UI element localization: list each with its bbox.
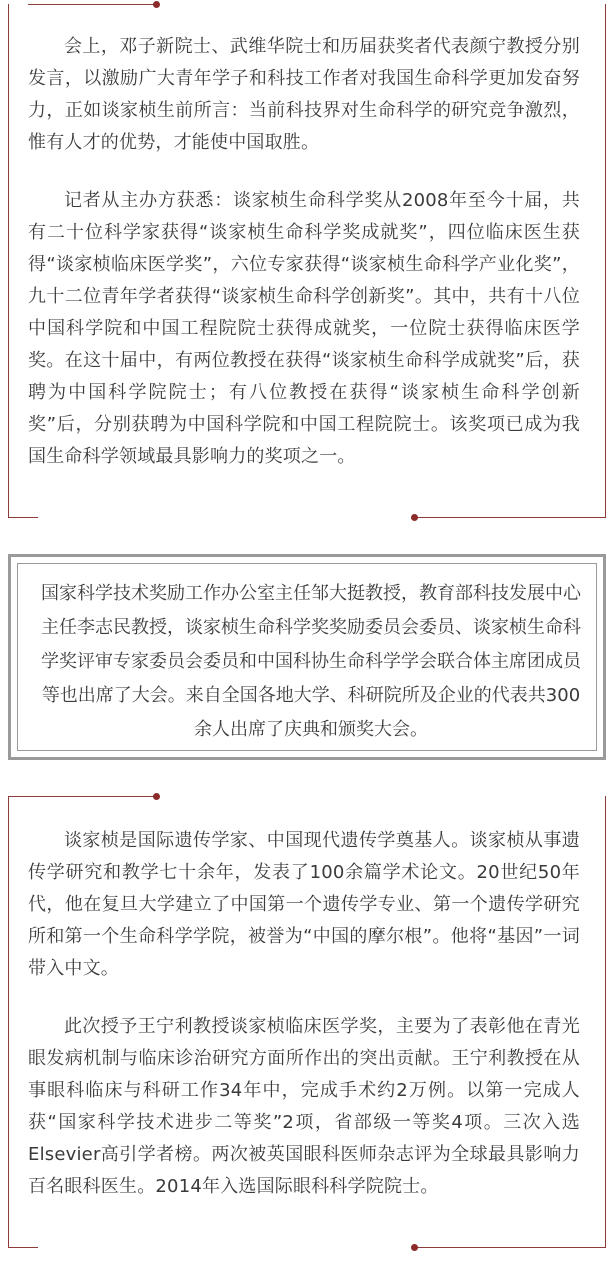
frame-top-line-2 — [8, 796, 158, 797]
frame-right-line-2 — [605, 796, 606, 1248]
frame-bottom-left-line-2 — [8, 1247, 38, 1248]
frame-right-line — [605, 4, 606, 517]
frame-bottom-dot-2 — [411, 1244, 418, 1251]
frame-top-dot-2 — [153, 793, 160, 800]
paragraph-award-history: 记者从主办方获悉：谈家桢生命科学奖从2008年至今十届，共有二十位科学家获得“谈家桢生命科学奖成就奖”，四位临床医生获得“谈家桢临床医学奖”，六位专家获得“谈家桢生命科学产业化奖”，九十二位青年学者获得“谈家桢生命科学创新奖”。其中，共有十八位中国科学院和中国工程院院士获得成就奖，一位院士获得临床医学奖。在这十届中，有两位教授在获得“谈家桢生命科学成就奖”后，获聘为中国科学院院士；有八位教授在获得“谈家桢生命科学创新奖”后，分别获聘为中国科学院和中国工程院院士。该奖项已成为我国生命科学领域最具影响力的奖项之一。 — [28, 190, 580, 467]
highlight-box-text: 国家科学技术奖励工作办公室主任邹大挺教授，教育部科技发展中心主任李志民教授，谈家桢生命科学奖奖励委员会委员、谈家桢生命科学奖评审专家委员会委员和中国科协生命科学学会联合体主席团成员等也出席了大会。来自全国各地大学、科研院所及企业的代表共300余人出席了庆典和颁奖大会。 — [41, 583, 581, 740]
frame-bottom-dot — [411, 514, 418, 521]
frame-left-line-2 — [8, 796, 9, 1248]
frame-bottom-right-line — [414, 517, 606, 518]
frame-top-dot — [153, 1, 160, 8]
paragraph-speeches: 会上，邓子新院士、武维华院士和历届获奖者代表颜宁教授分别发言，以激励广大青年学子和科技工作者对我国生命科学更加发奋努力，正如谈家桢生前所言：当前科技界对生命科学的研究竞争激烈，惟有人才的优势，才能使中国取胜。 — [28, 36, 580, 153]
frame-top-line — [28, 4, 156, 5]
paragraph-clinical-award: 此次授予王宁利教授谈家桢临床医学奖，主要为了表彰他在青光眼发病机制与临床诊治研究方面所作出的突出贡献。王宁利教授在从事眼科临床与科研工作34年中，完成手术约2万例。以第一完成人获“国家科学技术进步二等奖”2项，省部级一等奖4项。三次入选Elsevier高引学者榜。两次被英国眼科医师杂志评为全球最具影响力百名眼科医生。2014年入选国际眼科科学院院士。 — [28, 1016, 580, 1197]
paragraph-biography: 谈家桢是国际遗传学家、中国现代遗传学奠基人。谈家桢从事遗传学研究和教学七十余年，发表了100余篇学术论文。20世纪50年代，他在复旦大学建立了中国第一个遗传学专业、第一个遗传学研究所和第一个生命科学学院，被誉为“中国的摩尔根”。他将“基因”一词带入中文。 — [28, 830, 580, 979]
frame-left-line — [8, 4, 9, 517]
frame-bottom-left-line — [8, 517, 38, 518]
highlight-box — [8, 554, 606, 760]
frame-bottom-right-line-2 — [414, 1247, 606, 1248]
